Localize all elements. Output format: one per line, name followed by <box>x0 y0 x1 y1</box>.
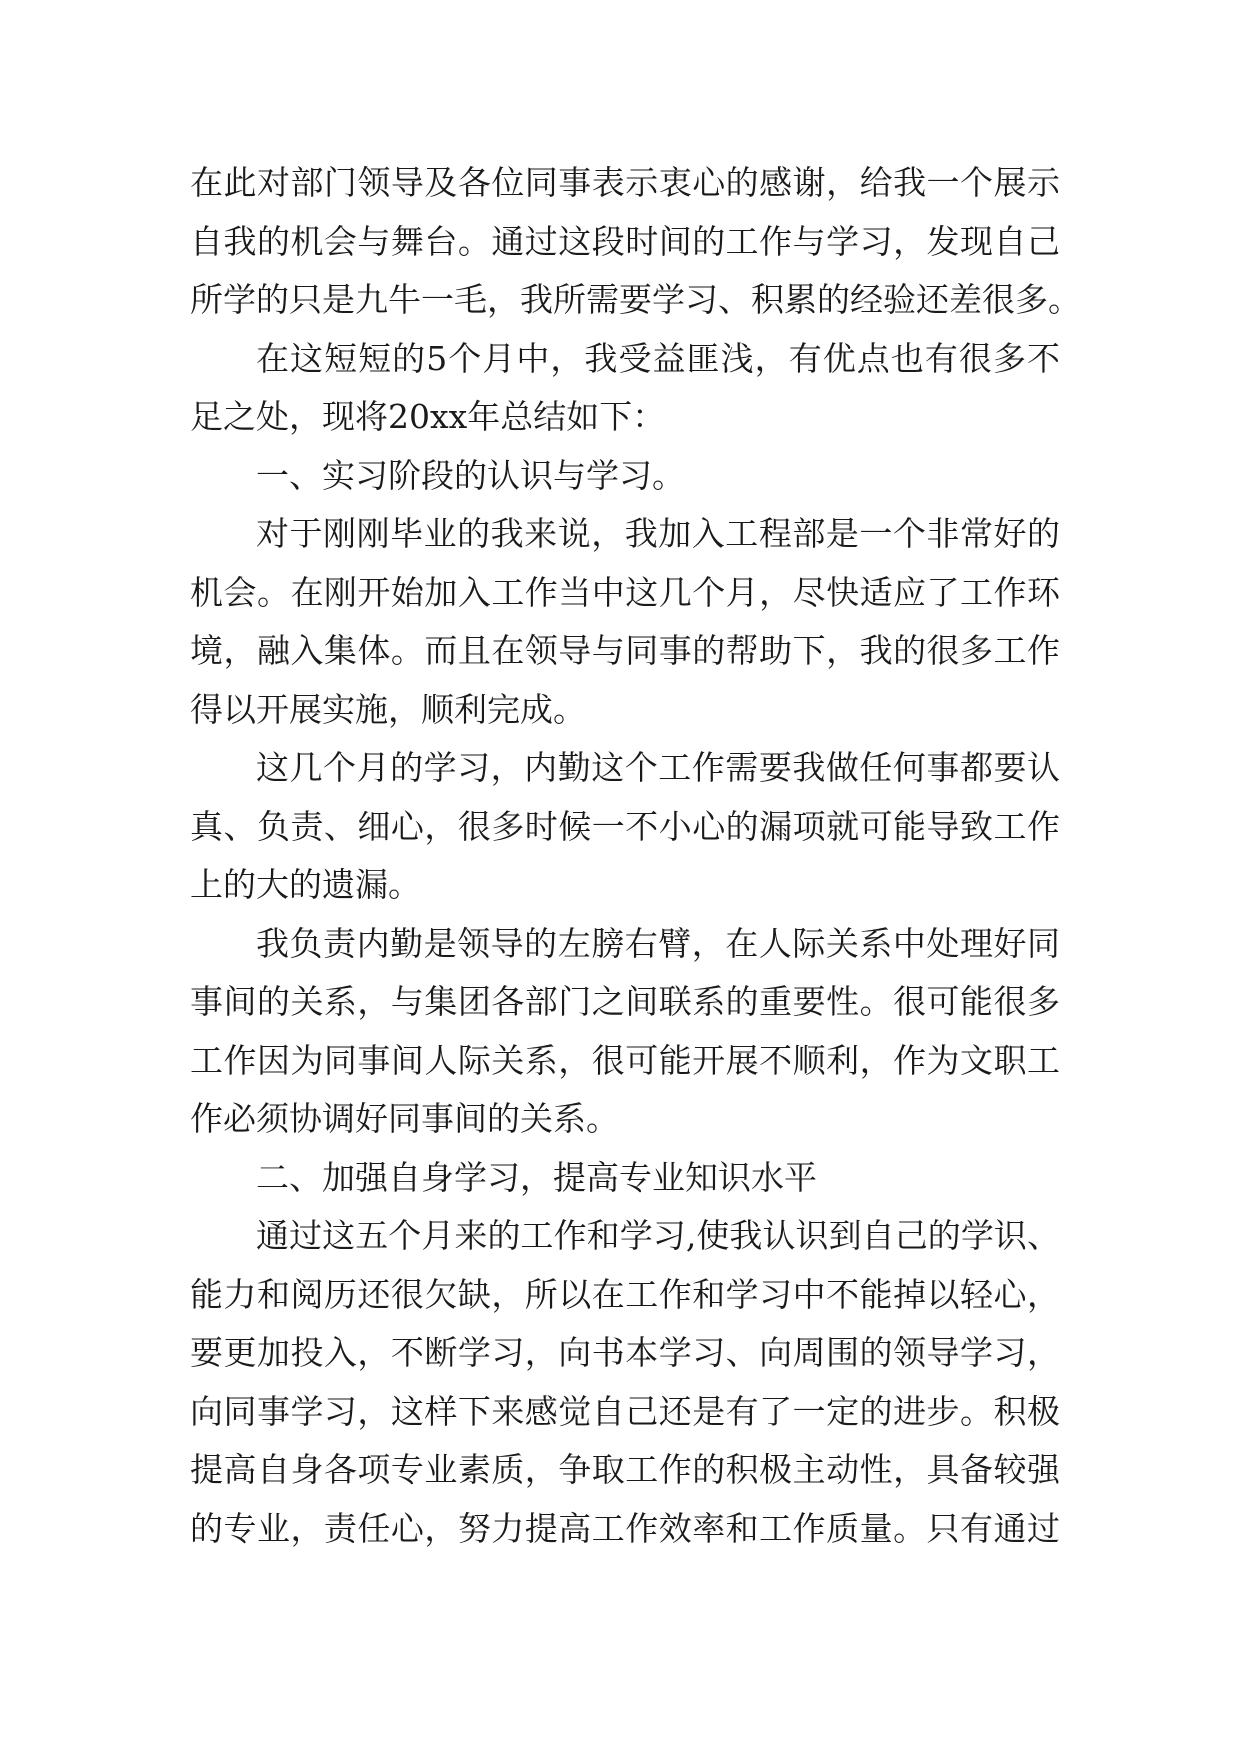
text-line: 的专业，责任心，努力提高工作效率和工作质量。只有通过 <box>190 1508 1060 1548</box>
text-line: 这几个月的学习，内勤这个工作需要我做任何事都要认 <box>256 748 1060 787</box>
text-line: 机会。在刚开始加入工作当中这几个月，尽快适应了工作环 <box>190 572 1060 612</box>
text-line: 事间的关系，与集团各部门之间联系的重要性。很可能很多 <box>190 982 1060 1021</box>
text-line: 得以开展实施，顺利完成。 <box>190 689 586 729</box>
text-line: 自我的机会与舞台。通过这段时间的工作与学习，发现自己 <box>190 221 1060 261</box>
document-body <box>190 154 1081 1558</box>
text-line: 通过这五个月来的工作和学习,使我认识到自己的学识、 <box>256 1216 1060 1255</box>
text-line: 足之处，现将20xx年总结如下： <box>190 397 666 436</box>
text-line: 在这短短的5个月中，我受益匪浅，有优点也有很多不 <box>256 338 1060 378</box>
text-line: 提高自身各项专业素质，争取工作的积极主动性，具备较强 <box>190 1450 1060 1489</box>
text-line: 向同事学习，这样下来感觉自己还是有了一定的进步。积极 <box>190 1391 1060 1431</box>
text-line: 要更加投入，不断学习，向书本学习、向周围的领导学习， <box>190 1333 1060 1372</box>
text-line: 上的大的遗漏。 <box>190 865 421 904</box>
text-line: 一、实习阶段的认识与学习。 <box>256 455 685 495</box>
text-line: 境，融入集体。而且在领导与同事的帮助下，我的很多工作 <box>190 631 1060 670</box>
text-line: 在此对部门领导及各位同事表示衷心的感谢，给我一个展示 <box>190 163 1060 202</box>
text-line: 作必须协调好同事间的关系。 <box>190 1099 619 1138</box>
text-line: 能力和阅历还很欠缺，所以在工作和学习中不能掉以轻心， <box>190 1274 1060 1314</box>
text-line: 我负责内勤是领导的左膀右臂，在人际关系中处理好同 <box>256 923 1060 963</box>
text-line: 二、加强自身学习，提高专业知识水平 <box>256 1157 817 1197</box>
text-line: 工作因为同事间人际关系，很可能开展不顺利，作为文职工 <box>190 1040 1060 1080</box>
text-line: 对于刚刚毕业的我来说，我加入工程部是一个非常好的 <box>256 514 1060 553</box>
text-line: 真、负责、细心，很多时候一不小心的漏项就可能导致工作 <box>190 806 1060 846</box>
text-line: 所学的只是九牛一毛，我所需要学习、积累的经验还差很多。 <box>190 280 1081 319</box>
